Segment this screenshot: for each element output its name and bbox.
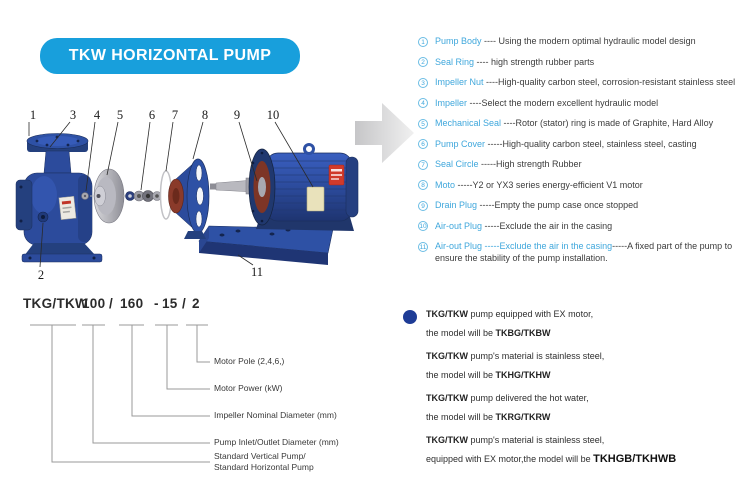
- note-text: pump's material is stainless steel,: [468, 435, 605, 445]
- parts-list-item: [418, 221, 752, 233]
- part-description: Select the modern excellent hydraulic model: [481, 97, 659, 108]
- motor: [249, 145, 358, 226]
- part-separator: -----: [478, 159, 497, 169]
- part-description: Exclude the air in the casing: [499, 220, 613, 231]
- model-code-segment: TKG/TKW: [23, 296, 89, 311]
- part-description: High strength Rubber: [496, 159, 582, 169]
- callout-number-7: 7: [171, 108, 179, 122]
- note-text: the model will be: [426, 370, 496, 380]
- part-number-badge: 11: [419, 243, 427, 251]
- part-label: Impeller: [435, 97, 468, 108]
- lifting-eye: [305, 145, 314, 154]
- part-label: Drain Plug: [435, 200, 478, 210]
- model-code-segment: /: [182, 296, 187, 311]
- parts-list-item: [418, 118, 752, 130]
- note-line: [426, 324, 752, 343]
- part-separator: -----: [485, 138, 503, 149]
- note-text: TKG/TKW: [426, 393, 468, 403]
- mechanical-seal: [126, 191, 162, 202]
- note-line: [426, 389, 752, 408]
- callout-number-2: 2: [37, 268, 45, 282]
- callout-number-6: 6: [148, 108, 156, 122]
- part-number-badge: 2: [418, 57, 428, 67]
- note-text: pump equipped with EX motor,: [468, 309, 594, 319]
- note-line: [426, 431, 752, 450]
- model-code-segment: 2: [192, 296, 200, 311]
- callout-number-1: 1: [29, 108, 37, 122]
- part-separator: ----: [474, 56, 492, 67]
- part-number-badge: 7: [418, 160, 428, 170]
- part-label: Air-out Plug: [435, 220, 483, 231]
- note-text: TKRG/TKRW: [495, 412, 551, 422]
- model-code-label: Impeller Nominal Diameter (mm): [214, 410, 337, 420]
- note-line: [426, 305, 752, 324]
- callout-number-5: 5: [116, 108, 124, 122]
- impeller-nut: [82, 193, 89, 200]
- note-line: [426, 347, 752, 366]
- page-title: TKW HORIZONTAL PUMP: [68, 47, 272, 64]
- part-description: High-quality carbon steel, corrosion-resistant stainless steel: [498, 77, 736, 87]
- part-label: Pump Body: [435, 36, 482, 46]
- model-code-segment: 15: [162, 296, 178, 311]
- impeller: [94, 169, 124, 223]
- motor-nameplate: [307, 187, 324, 211]
- callout-line-6: [141, 122, 150, 190]
- note-text: pump's material is stainless steel,: [468, 351, 605, 361]
- callout-line-5: [107, 122, 118, 175]
- part-separator: -----: [482, 220, 500, 231]
- callout-number-9: 9: [233, 108, 241, 122]
- part-description: Rotor (stator) ring is made of Graphite, Hard Alloy: [515, 118, 714, 128]
- part-label: Impeller Nut: [435, 77, 484, 87]
- notes-body: [426, 305, 752, 469]
- callout-number-8: 8: [201, 108, 209, 122]
- callout-number-3: 3: [69, 108, 77, 122]
- base-plate: [199, 226, 333, 265]
- note-text: TKHGB/TKHWB: [593, 453, 677, 465]
- note-line: [426, 450, 752, 469]
- parts-list-item: [418, 98, 752, 110]
- note-paragraph: [426, 305, 752, 343]
- note-text: the model will be: [426, 328, 496, 338]
- note-paragraph: [426, 347, 752, 385]
- model-connector-lines: [0, 290, 400, 490]
- note-paragraph: [426, 431, 752, 469]
- parts-list-item: [418, 200, 752, 212]
- part-separator: ----: [483, 77, 499, 87]
- part-number-badge: 9: [418, 201, 428, 211]
- model-code-label: Standard Horizontal Pump: [214, 462, 314, 472]
- note-line: [426, 366, 752, 385]
- parts-list-item: [418, 36, 752, 48]
- part-number-badge: 4: [418, 98, 428, 108]
- part-description: Empty the pump case once stopped: [494, 200, 639, 210]
- callout-number-10: 10: [266, 108, 280, 122]
- part-separator: -----: [455, 179, 473, 190]
- note-text: TKG/TKW: [426, 351, 468, 361]
- model-code-label: Standard Vertical Pump/: [214, 451, 306, 461]
- title-banner: [40, 38, 300, 74]
- pump-exploded-diagram: [10, 95, 420, 295]
- note-text: TKHG/TKHW: [495, 370, 551, 380]
- parts-list-item: [418, 180, 752, 192]
- bullet-icon: [403, 310, 417, 324]
- model-code-segment: /: [109, 296, 114, 311]
- model-code-segment: 100: [82, 296, 106, 311]
- part-label: Seal Ring: [435, 56, 475, 67]
- arrow-right-icon: [355, 103, 414, 163]
- model-code-segment: -: [154, 296, 159, 311]
- note-text: equipped with EX motor,the model will be: [426, 454, 594, 464]
- part-number-badge: 8: [418, 180, 428, 190]
- part-number-badge: 6: [418, 139, 428, 149]
- callout-line-9: [239, 122, 257, 181]
- part-description: -----A fixed part of the pump to ensure the stability of the pump installation.: [435, 241, 733, 263]
- model-code-label: Motor Pole (2,4,6,): [214, 356, 285, 366]
- part-number-badge: 3: [418, 78, 428, 88]
- part-description: high strength rubber parts: [491, 56, 595, 67]
- note-paragraph: [426, 389, 752, 427]
- part-label: Seal Circle: [435, 159, 479, 169]
- part-label: Moto: [435, 179, 456, 190]
- motor-label: [329, 165, 344, 185]
- note-text: TKBG/TKBW: [495, 328, 551, 338]
- part-label: Air-out Plug -----Exclude the air in the casing: [435, 241, 613, 251]
- callout-line-8: [193, 122, 203, 159]
- note-text: TKG/TKW: [426, 435, 468, 445]
- parts-list-item: [418, 241, 752, 264]
- parts-list: [418, 36, 752, 273]
- model-notes: [400, 305, 752, 473]
- part-separator: ----: [467, 97, 482, 108]
- pump-cover: [169, 159, 210, 239]
- part-description: Y2 or YX3 series energy-efficient V1 motor: [472, 179, 643, 190]
- note-text: pump delivered the hot water,: [468, 393, 589, 403]
- part-separator: -----: [477, 200, 495, 210]
- note-text: the model will be: [426, 412, 496, 422]
- part-separator: ----: [501, 118, 516, 128]
- model-code-label: Motor Power (kW): [214, 383, 283, 393]
- motor-shaft: [210, 178, 254, 194]
- part-number-badge: 1: [418, 37, 428, 47]
- part-number-badge: 10: [419, 223, 427, 230]
- callout-line-7: [166, 122, 173, 171]
- parts-list-item: [418, 77, 752, 89]
- part-separator: ----: [481, 36, 499, 46]
- pump-body: [16, 134, 102, 263]
- part-label: Mechanical Seal: [435, 118, 502, 128]
- part-label: Pump Cover: [435, 138, 486, 149]
- part-description: High-quality carbon steel, stainless steel, casting: [502, 138, 697, 149]
- part-description: Using the modern optimal hydraulic model design: [498, 36, 696, 46]
- note-text: TKG/TKW: [426, 309, 468, 319]
- model-code-label: Pump Inlet/Outlet Diameter (mm): [214, 437, 339, 447]
- parts-list-item: [418, 139, 752, 151]
- model-code-segment: 160: [120, 296, 144, 311]
- callout-number-4: 4: [93, 108, 101, 122]
- callout-number-11: 11: [250, 265, 264, 279]
- part-number-badge: 5: [418, 119, 428, 129]
- parts-list-item: [418, 57, 752, 69]
- note-line: [426, 408, 752, 427]
- parts-list-item: [418, 159, 752, 171]
